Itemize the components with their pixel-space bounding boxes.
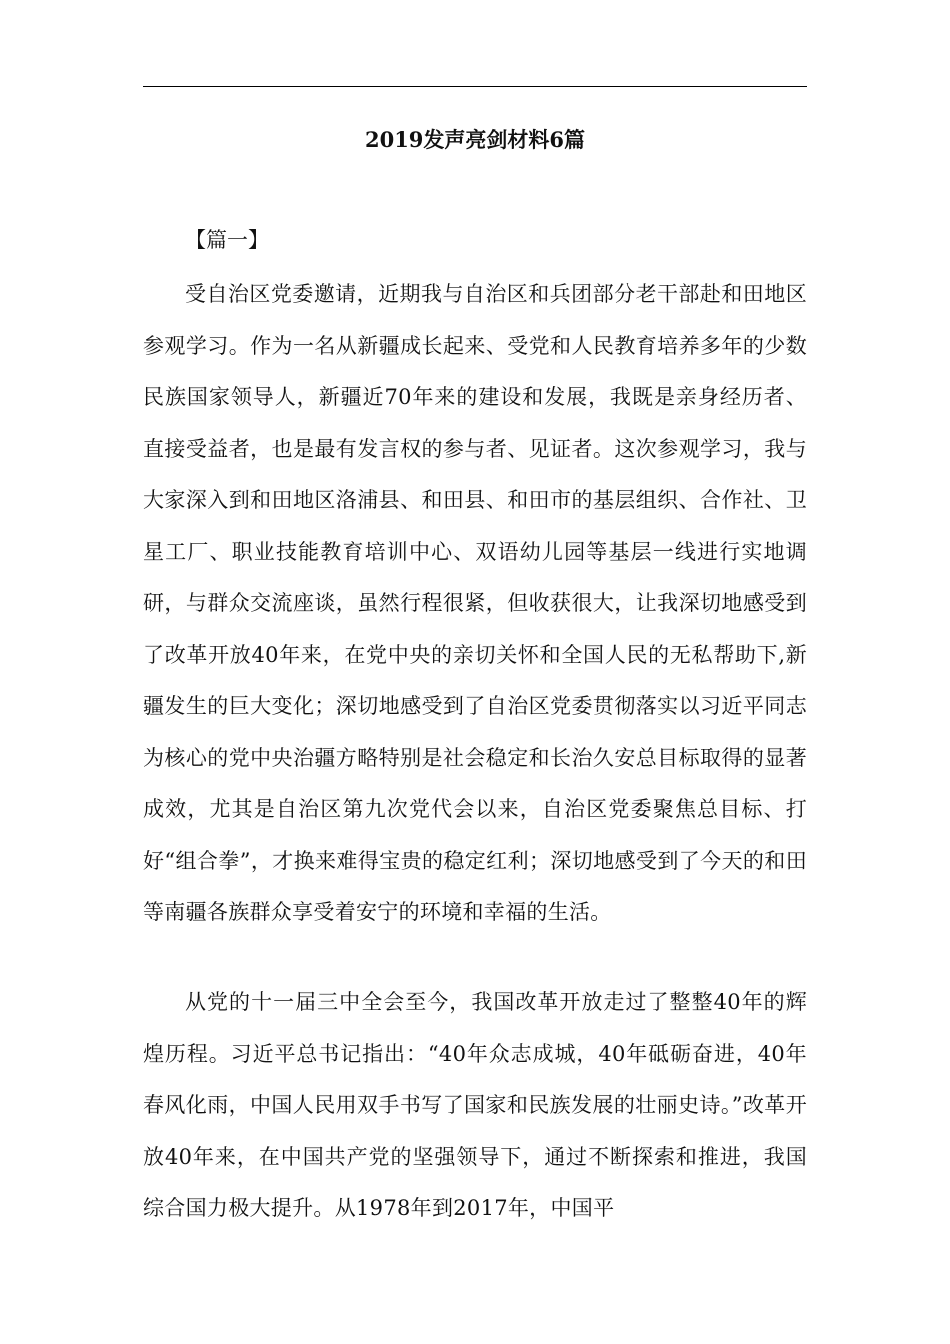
body-paragraph-1: 受自治区党委邀请，近期我与自治区和兵团部分老干部赴和田地区参观学习。作为一名从新疆成长起来、受党和人民教育培养多年的少数民族国家领导人，新疆近70年来的建设和发展，我既是亲身经历者、直接受益者，也是最有发言权的参与者、见证者。这次参观学习，我与大家深入到和田地区洛浦县、和田县、和田市的基层组织、合作社、卫星工厂、职业技能教育培训中心、双语幼儿园等基层一线进行实地调研，与群众交流座谈，虽然行程很紧，但收获很大，让我深切地感受到了改革开放40年来，在党中央的亲切关怀和全国人民的无私帮助下,新疆发生的巨大变化；深切地感受到了自治区党委贯彻落实以习近平同志为核心的党中央治疆方略特别是社会稳定和长治久安总目标取得的显著成效，尤其是自治区第九次党代会以来，自治区党委聚焦总目标、打好“组合拳”，才换来难得宝贵的稳定红利；深切地感受到了今天的和田等南疆各族群众享受着安宁的环境和幸福的生活。 [143,282,807,924]
header-rule [143,86,807,87]
document-title: 2019发声亮剑材料6篇 [364,127,586,152]
body-paragraph-2: 从党的十一届三中全会至今，我国改革开放走过了整整40年的辉煌历程。习近平总书记指出：“40年众志成城，40年砥砺奋进，40年春风化雨，中国人民用双手书写了国家和民族发展的壮丽史诗。”改革开放40年来，在中国共产党的坚强领导下，通过不断探索和推进，我国综合国力极大提升。从1978年到2017年，中国平 [143,990,807,1220]
section-label: 【篇一】 [185,228,269,252]
